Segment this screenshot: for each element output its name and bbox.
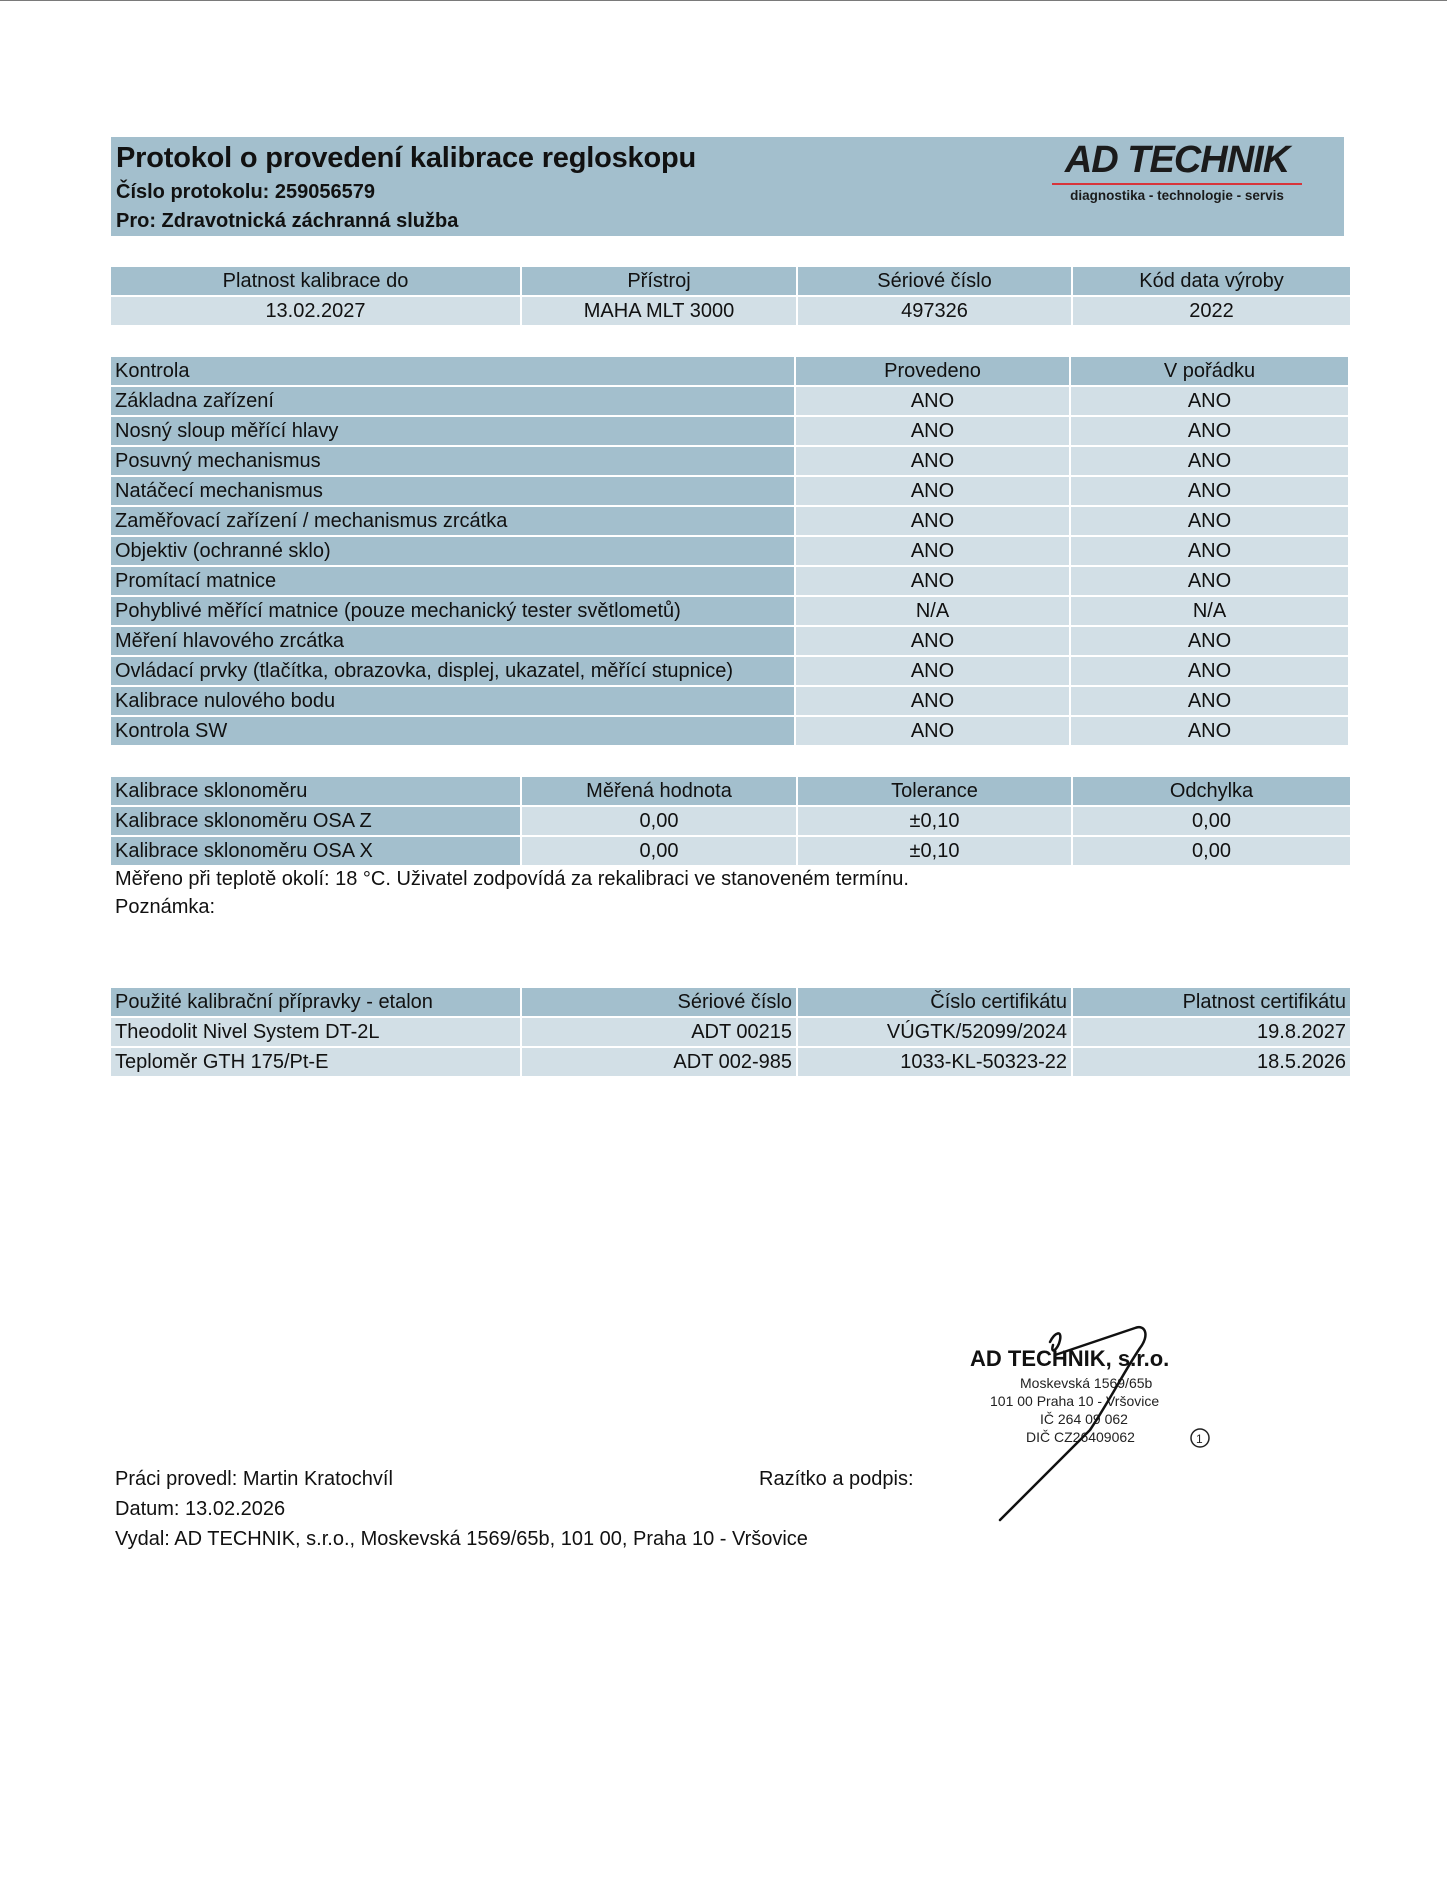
issue-date: Datum: 13.02.2026 bbox=[115, 1498, 286, 1520]
axis-label: Kalibrace sklonoměru OSA X bbox=[111, 837, 520, 865]
check-performed: ANO bbox=[796, 477, 1069, 505]
document-header bbox=[111, 137, 1344, 236]
check-ok: ANO bbox=[1071, 687, 1348, 715]
column-header: Platnost kalibrace do bbox=[111, 267, 520, 295]
check-performed: ANO bbox=[796, 567, 1069, 595]
table-row bbox=[111, 297, 1350, 325]
device-model: MAHA MLT 3000 bbox=[522, 297, 796, 325]
column-header: V pořádku bbox=[1071, 357, 1348, 385]
column-header: Kód data výroby bbox=[1073, 267, 1350, 295]
table-row bbox=[111, 567, 1348, 595]
check-performed: ANO bbox=[796, 717, 1069, 745]
issuer-address: Vydal: AD TECHNIK, s.r.o., Moskevská 1569/65b, 101 00, Praha 10 - Vršovice bbox=[115, 1528, 808, 1550]
check-ok: ANO bbox=[1071, 417, 1348, 445]
column-header: Tolerance bbox=[798, 777, 1071, 805]
check-item: Pohyblivé měřící matnice (pouze mechanický tester světlometů) bbox=[111, 597, 794, 625]
svg-text:1: 1 bbox=[1196, 1432, 1203, 1446]
check-item: Ovládací prvky (tlačítka, obrazovka, displej, ukazatel, měřící stupnice) bbox=[111, 657, 794, 685]
signature-label: Razítko a podpis: bbox=[759, 1468, 914, 1490]
svg-text:Moskevská 1569/65b: Moskevská 1569/65b bbox=[1020, 1375, 1153, 1391]
column-header: Kontrola bbox=[111, 357, 794, 385]
column-header: Sériové číslo bbox=[522, 988, 796, 1016]
check-ok: ANO bbox=[1071, 657, 1348, 685]
check-item: Natáčecí mechanismus bbox=[111, 477, 794, 505]
etalon-serial: ADT 002-985 bbox=[522, 1048, 796, 1076]
column-header: Platnost certifikátu bbox=[1073, 988, 1350, 1016]
check-ok: ANO bbox=[1071, 537, 1348, 565]
deviation: 0,00 bbox=[1073, 837, 1350, 865]
certificate-number: VÚGTK/52099/2024 bbox=[798, 1018, 1071, 1046]
check-item: Objektiv (ochranné sklo) bbox=[111, 537, 794, 565]
check-performed: ANO bbox=[796, 417, 1069, 445]
column-header: Kalibrace sklonoměru bbox=[111, 777, 520, 805]
check-ok: N/A bbox=[1071, 597, 1348, 625]
check-performed: ANO bbox=[796, 387, 1069, 415]
page-top-border bbox=[0, 0, 1447, 1]
table-row bbox=[111, 1048, 1350, 1076]
check-item: Posuvný mechanismus bbox=[111, 447, 794, 475]
check-item: Zaměřovací zařízení / mechanismus zrcátka bbox=[111, 507, 794, 535]
signature-icon bbox=[960, 1320, 1250, 1530]
table-row bbox=[111, 807, 1350, 835]
manufacture-code: 2022 bbox=[1073, 297, 1350, 325]
table-header-row bbox=[111, 357, 1348, 385]
check-ok: ANO bbox=[1071, 447, 1348, 475]
measured-value: 0,00 bbox=[522, 837, 796, 865]
check-ok: ANO bbox=[1071, 507, 1348, 535]
remark-label: Poznámka: bbox=[115, 896, 216, 918]
check-performed: ANO bbox=[796, 657, 1069, 685]
customer-name: Pro: Zdravotnická záchranná služba bbox=[116, 210, 459, 232]
svg-text:DIČ CZ26409062: DIČ CZ26409062 bbox=[1026, 1429, 1135, 1445]
table-row bbox=[111, 477, 1348, 505]
logo-red-rule bbox=[1052, 183, 1302, 185]
table-row bbox=[111, 837, 1350, 865]
table-row bbox=[111, 537, 1348, 565]
check-performed: ANO bbox=[796, 627, 1069, 655]
certificate-validity: 19.8.2027 bbox=[1073, 1018, 1350, 1046]
check-item: Měření hlavového zrcátka bbox=[111, 627, 794, 655]
table-row bbox=[111, 417, 1348, 445]
logo-brand: AD TECHNIK bbox=[1064, 139, 1290, 181]
check-item: Nosný sloup měřící hlavy bbox=[111, 417, 794, 445]
checks-table bbox=[109, 355, 1350, 747]
table-row bbox=[111, 447, 1348, 475]
check-item: Základna zařízení bbox=[111, 387, 794, 415]
protocol-number: Číslo protokolu: 259056579 bbox=[116, 181, 375, 203]
etalon-name: Teploměr GTH 175/Pt-E bbox=[111, 1048, 520, 1076]
performed-by: Práci provedl: Martin Kratochvíl bbox=[115, 1468, 393, 1490]
table-row bbox=[111, 507, 1348, 535]
check-performed: ANO bbox=[796, 507, 1069, 535]
table-row bbox=[111, 657, 1348, 685]
column-header: Provedeno bbox=[796, 357, 1069, 385]
table-row bbox=[111, 627, 1348, 655]
company-logo bbox=[1052, 140, 1302, 203]
certificate-validity: 18.5.2026 bbox=[1073, 1048, 1350, 1076]
column-header: Použité kalibrační přípravky - etalon bbox=[111, 988, 520, 1016]
device-table bbox=[109, 265, 1352, 327]
svg-text:AD TECHNIK, s.r.o.: AD TECHNIK, s.r.o. bbox=[970, 1346, 1170, 1371]
check-item: Kalibrace nulového bodu bbox=[111, 687, 794, 715]
column-header: Sériové číslo bbox=[798, 267, 1071, 295]
logo-tagline: diagnostika - technologie - servis bbox=[1070, 188, 1284, 203]
check-performed: ANO bbox=[796, 447, 1069, 475]
temperature-note: Měřeno při teplotě okolí: 18 °C. Uživatel zodpovídá za rekalibraci ve stanoveném termínu. bbox=[115, 868, 909, 890]
check-ok: ANO bbox=[1071, 627, 1348, 655]
check-performed: ANO bbox=[796, 537, 1069, 565]
company-stamp bbox=[960, 1320, 1250, 1530]
table-header-row bbox=[111, 988, 1350, 1016]
check-item: Kontrola SW bbox=[111, 717, 794, 745]
table-row bbox=[111, 717, 1348, 745]
etalon-name: Theodolit Nivel System DT-2L bbox=[111, 1018, 520, 1046]
svg-text:IČ 264 09 062: IČ 264 09 062 bbox=[1040, 1411, 1128, 1427]
etalons-table bbox=[109, 986, 1352, 1078]
device-serial: 497326 bbox=[798, 297, 1071, 325]
tolerance: ±0,10 bbox=[798, 807, 1071, 835]
check-ok: ANO bbox=[1071, 567, 1348, 595]
page-title: Protokol o provedení kalibrace regloskopu bbox=[116, 142, 696, 174]
etalon-serial: ADT 00215 bbox=[522, 1018, 796, 1046]
inclinometer-table bbox=[109, 775, 1352, 867]
tolerance: ±0,10 bbox=[798, 837, 1071, 865]
svg-text:101 00 Praha 10 - Vršovice: 101 00 Praha 10 - Vršovice bbox=[990, 1393, 1160, 1409]
column-header: Přístroj bbox=[522, 267, 796, 295]
column-header: Měřená hodnota bbox=[522, 777, 796, 805]
certificate-number: 1033-KL-50323-22 bbox=[798, 1048, 1071, 1076]
column-header: Odchylka bbox=[1073, 777, 1350, 805]
deviation: 0,00 bbox=[1073, 807, 1350, 835]
measured-value: 0,00 bbox=[522, 807, 796, 835]
check-ok: ANO bbox=[1071, 717, 1348, 745]
column-header: Číslo certifikátu bbox=[798, 988, 1071, 1016]
axis-label: Kalibrace sklonoměru OSA Z bbox=[111, 807, 520, 835]
table-header-row bbox=[111, 267, 1350, 295]
table-row bbox=[111, 387, 1348, 415]
check-performed: N/A bbox=[796, 597, 1069, 625]
check-performed: ANO bbox=[796, 687, 1069, 715]
check-item: Promítací matnice bbox=[111, 567, 794, 595]
table-header-row bbox=[111, 777, 1350, 805]
table-row bbox=[111, 1018, 1350, 1046]
calibration-valid-until: 13.02.2027 bbox=[111, 297, 520, 325]
check-ok: ANO bbox=[1071, 477, 1348, 505]
check-ok: ANO bbox=[1071, 387, 1348, 415]
table-row bbox=[111, 597, 1348, 625]
table-row bbox=[111, 687, 1348, 715]
